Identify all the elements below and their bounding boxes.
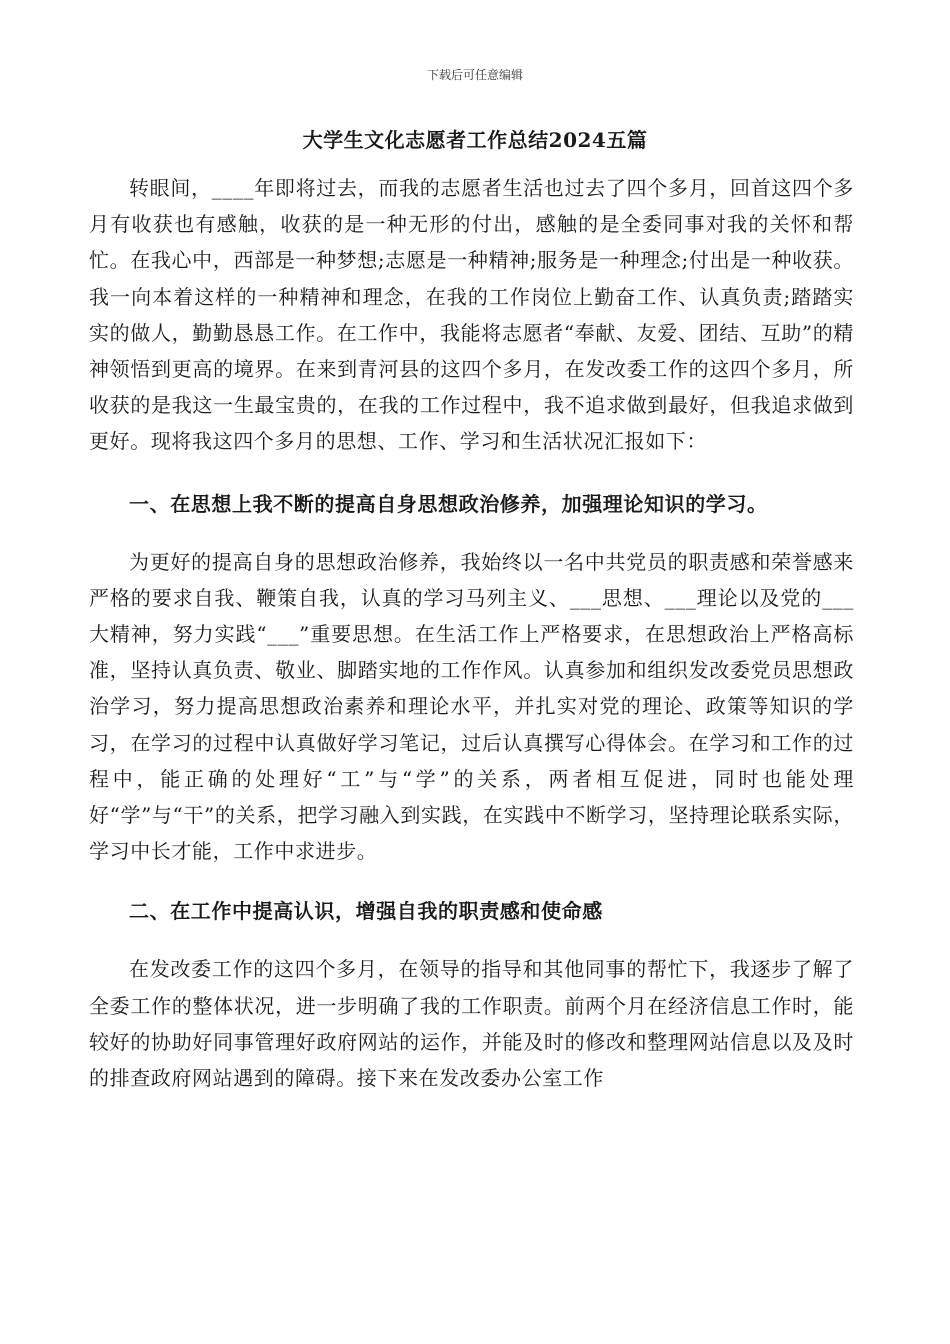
document-body <box>89 170 854 1096</box>
section-1-heading: 一、在思想上我不断的提高自身思想政治修养，加强理论知识的学习。 <box>129 491 768 516</box>
section-2-paragraph: 在发改委工作的这四个多月，在领导的指导和其他同事的帮忙下，我逐步了解了全委工作的整体状况，进一步明确了我的工作职责。前两个月在经济信息工作时，能较好的协助好同事管理好政府网站的运作，并能及时的修改和整理网站信息以及及时的排查政府网站遇到的障碍。接下来在发改委办公室工作 <box>89 957 854 1091</box>
intro-paragraph: 转眼间，____年即将过去，而我的志愿者生活也过去了四个多月，回首这四个多月有收获也有感触，收获的是一种无形的付出，感触的是全委同事对我的关怀和帮忙。在我心中，西部是一种梦想;志愿是一种精神;服务是一种理念;付出是一种收获。我一向本着这样的一种精神和理念，在我的工作岗位上勤奋工作、认真负责;踏踏实实的做人，勤勤恳恳工作。在工作中，我能将志愿者“奉献、友爱、团结、互助”的精神领悟到更高的境界。在来到青河县的这四个多月，在发改委工作的这四个多月，所收获的是我这一生最宝贵的，在我的工作过程中，我不追求做到最好，但我追求做到更好。现将我这四个多月的思想、工作、学习和生活状况汇报如下： <box>89 176 854 454</box>
spacer <box>89 869 854 893</box>
section-1-paragraph: 为更好的提高自身的思想政治修养，我始终以一名中共党员的职责感和荣誉感来严格的要求自我、鞭策自我，认真的学习马列主义、___思想、___理论以及党的___大精神，努力实践“___”重要思想。在生活工作上严格要求，在思想政治上严格高标准，坚持认真负责、敬业、脚踏实地的工作作风。认真参加和组织发改委党员思想政治学习，努力提高思想政治素养和理论水平，并扎实对党的理论、政策等知识的学习，在学习的过程中认真做好学习笔记，过后认真撰写心得体会。在学习和工作的过程中，能正确的处理好“工”与“学”的关系，两者相互促进，同时也能处理好“学”与“干”的关系，把学习融入到实践，在实践中不断学习，坚持理论联系实际，学习中长才能，工作中求进步。 <box>89 549 854 864</box>
section-2-heading: 二、在工作中提高认识，增强自我的职责感和使命感 <box>129 899 603 924</box>
document-title: 大学生文化志愿者工作总结2024五篇 <box>302 128 648 152</box>
spacer <box>89 522 854 544</box>
spacer <box>89 929 854 951</box>
header-note: 下载后可任意编辑 <box>426 68 523 82</box>
spacer <box>89 460 854 486</box>
